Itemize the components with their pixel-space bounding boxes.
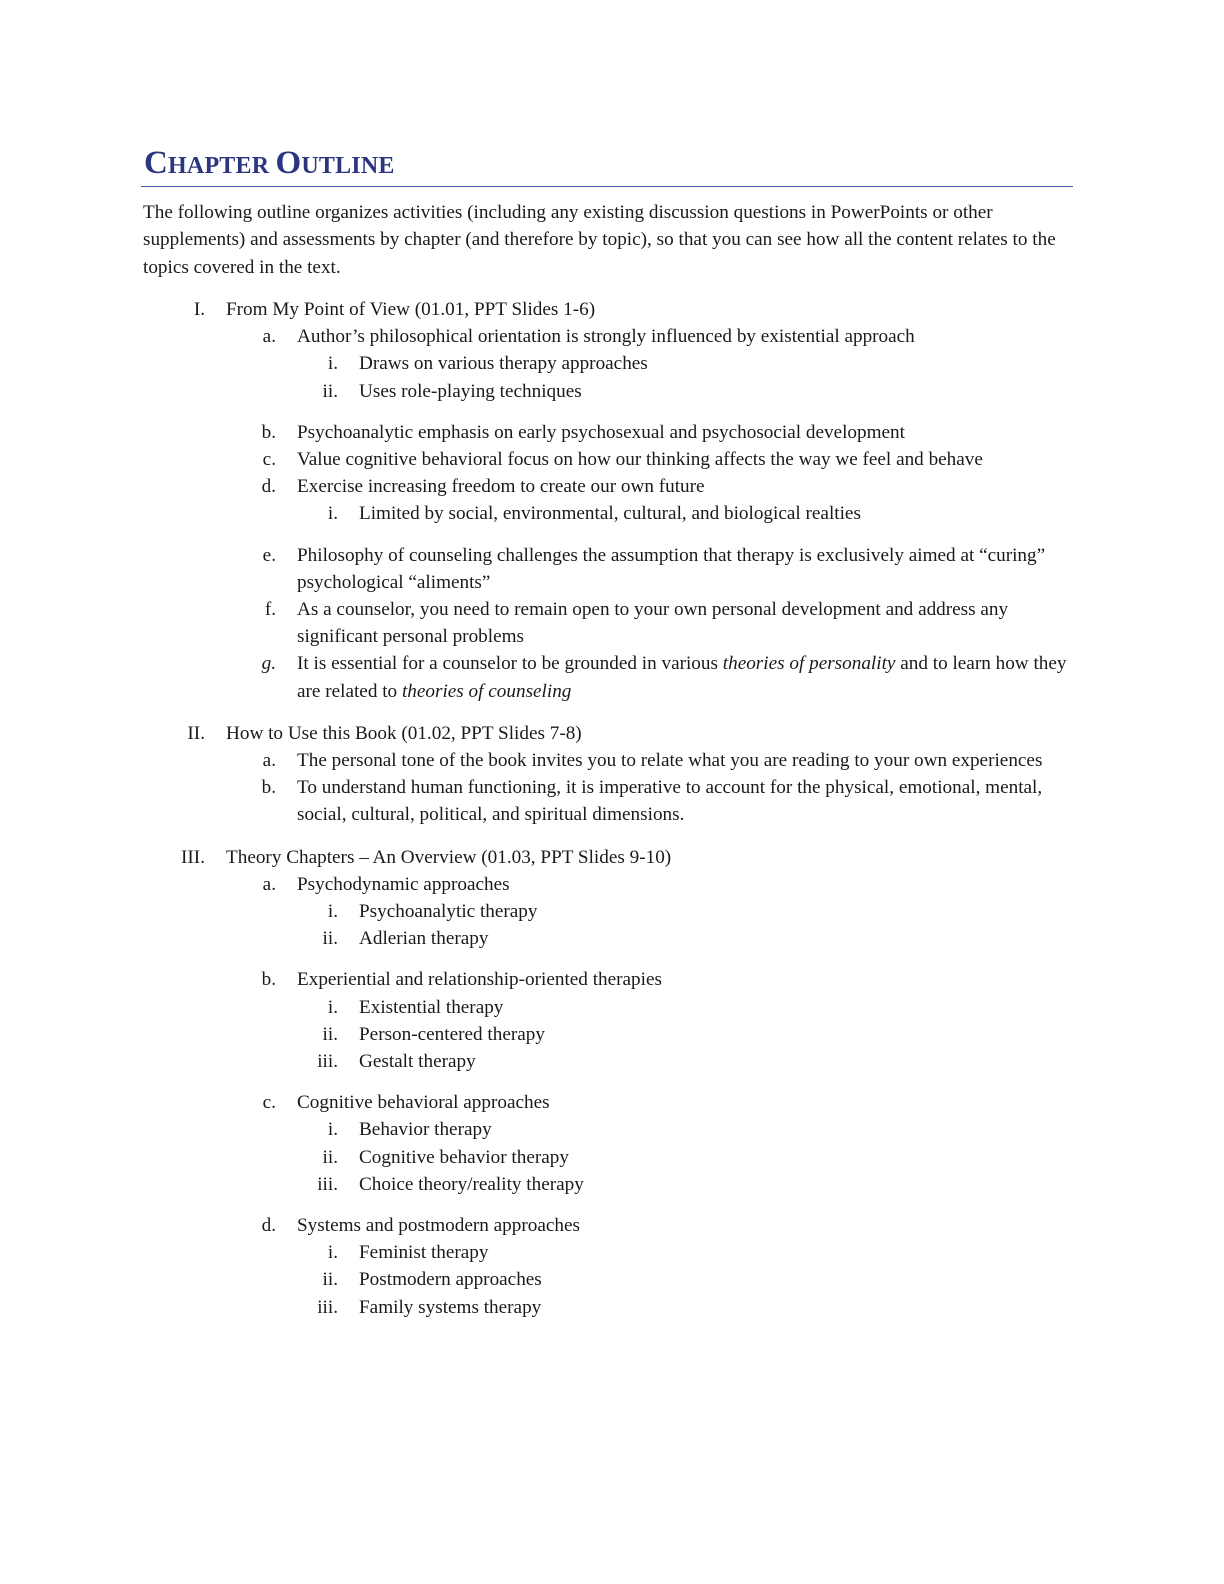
subitem-number: ii. [322,380,338,402]
item-number: b. [261,969,276,991]
section-2 [143,720,1073,747]
item-text: Experiential and relationship-oriented therapies [297,969,662,991]
subitem-number: i. [327,353,338,375]
item-number: f. [264,598,276,620]
item-text: To understand human functioning, it is imperative to account for the physical, emotional, mental, social, cultural, political, and spiritual dimensions. [297,777,1043,826]
subitem-text: Draws on various therapy approaches [359,353,648,375]
item-text: Philosophy of counseling challenges the assumption that therapy is exclusively aimed at “curing” psychological “aliments” [297,544,1046,593]
section-3-item-c-ii [143,1144,1073,1171]
section-3-item-c [143,1089,1073,1116]
subitem-number: i. [327,1242,338,1264]
item-number: d. [261,476,276,498]
subitem-number: iii. [317,1173,338,1195]
section-2-item-a [143,747,1073,774]
section-3-item-a [143,871,1073,898]
section-3-item-d-iii [143,1294,1073,1321]
section-3-item-d-ii [143,1266,1073,1293]
section-1 [143,296,1073,323]
item-number: a. [262,873,276,895]
subitem-text: Feminist therapy [359,1242,489,1264]
subitem-number: ii. [322,1023,338,1045]
subitem-number: i. [327,900,338,922]
subitem-text: Psychoanalytic therapy [359,900,538,922]
section-1-item-a [143,323,1073,350]
section-3-item-b-ii [143,1021,1073,1048]
section-3-item-b-iii [143,1048,1073,1075]
subitem-number: ii. [322,1146,338,1168]
item-text: As a counselor, you need to remain open to your own personal development and address any significant personal problems [297,598,1009,648]
subitem-text: Uses role-playing techniques [359,380,582,402]
subitem-number: iii. [317,1296,338,1318]
section-3-item-b-i [143,994,1073,1021]
section-3-item-d [143,1212,1073,1239]
section-3-item-c-iii [143,1171,1073,1198]
section-1-item-a-ii [143,378,1073,405]
item-text: Cognitive behavioral approaches [297,1092,550,1114]
title-initial-o: O [275,145,302,181]
section-1-item-c [143,446,1073,473]
section-1-item-b [143,419,1073,446]
section-3-item-b [143,966,1073,993]
section-1-item-a-i [143,350,1073,377]
section-1-number: I. [193,298,205,320]
title-rest-outline: UTLINE [301,153,395,179]
item-text-part: and to learn how they are related to [297,653,1067,702]
item-text: Psychodynamic approaches [297,873,510,895]
section-2-number: II. [187,722,205,744]
item-text: The personal tone of the book invites you to relate what you are reading to your own experiences [297,749,1043,771]
item-number: e. [262,544,276,566]
subitem-number: i. [327,996,338,1018]
section-3-item-a-ii [143,925,1073,952]
item-text: Exercise increasing freedom to create our own future [297,476,705,498]
item-text-emphasis: theories of personality [722,653,896,675]
item-text: Value cognitive behavioral focus on how our thinking affects the way we feel and behave [297,448,983,470]
intro-paragraph: The following outline organizes activities (including any existing discussion questions in PowerPoints or other supplements) and assessments by chapter (and therefore by topic), so that you can see how all the content relates to the topics covered in the text. [143,202,1056,278]
section-1-item-e [143,542,1073,596]
item-number: b. [261,421,276,443]
section-1-item-d-i [143,500,1073,527]
subitem-text: Gestalt therapy [359,1050,476,1072]
title-underline [141,186,1073,187]
item-text-part: It is essential for a counselor to be grounded in various [297,653,723,675]
section-3-number: III. [181,846,205,868]
section-3-item-d-i [143,1239,1073,1266]
section-1-item-g [143,650,1073,704]
title-rest-chapter: HAPTER [168,153,270,179]
item-number: a. [262,749,276,771]
subitem-number: i. [327,503,338,525]
subitem-number: iii. [317,1050,338,1072]
item-text [297,650,1073,704]
section-3-title: Theory Chapters – An Overview (01.03, PPT Slides 9-10) [226,846,672,868]
item-text-emphasis: theories of counseling [401,680,572,702]
item-number: b. [261,777,276,799]
subitem-text: Behavior therapy [359,1119,492,1141]
section-3-item-c-i [143,1116,1073,1143]
subitem-text: Existential therapy [359,996,504,1018]
subitem-text: Choice theory/reality therapy [359,1173,584,1195]
item-text: Systems and postmodern approaches [297,1214,580,1236]
subitem-number: ii. [322,1269,338,1291]
page-title [143,140,1073,186]
title-initial-c: C [144,145,169,181]
item-number: c. [262,1092,276,1114]
item-text: Psychoanalytic emphasis on early psychosexual and psychosocial development [297,421,905,443]
section-3-item-a-i [143,898,1073,925]
item-text: Author’s philosophical orientation is strongly influenced by existential approach [297,326,915,348]
section-1-title: From My Point of View (01.01, PPT Slides 1-6) [226,298,596,320]
subitem-text: Adlerian therapy [359,928,489,950]
subitem-text: Family systems therapy [359,1296,542,1318]
subitem-number: ii. [322,928,338,950]
subitem-text: Person-centered therapy [359,1023,545,1045]
subitem-number: i. [327,1119,338,1141]
subitem-text: Cognitive behavior therapy [359,1146,569,1168]
subitem-text: Postmodern approaches [359,1269,542,1291]
document-page [143,140,1073,1321]
item-number: a. [262,326,276,348]
item-number: d. [261,1214,276,1236]
section-2-title: How to Use this Book (01.02, PPT Slides 7-8) [226,722,582,744]
subitem-text: Limited by social, environmental, cultural, and biological realties [359,503,861,525]
section-1-item-f [143,596,1073,650]
section-3 [143,844,1073,871]
item-number: g. [261,653,276,675]
section-1-item-d [143,473,1073,500]
item-number: c. [262,448,276,470]
section-2-item-b [143,774,1073,828]
